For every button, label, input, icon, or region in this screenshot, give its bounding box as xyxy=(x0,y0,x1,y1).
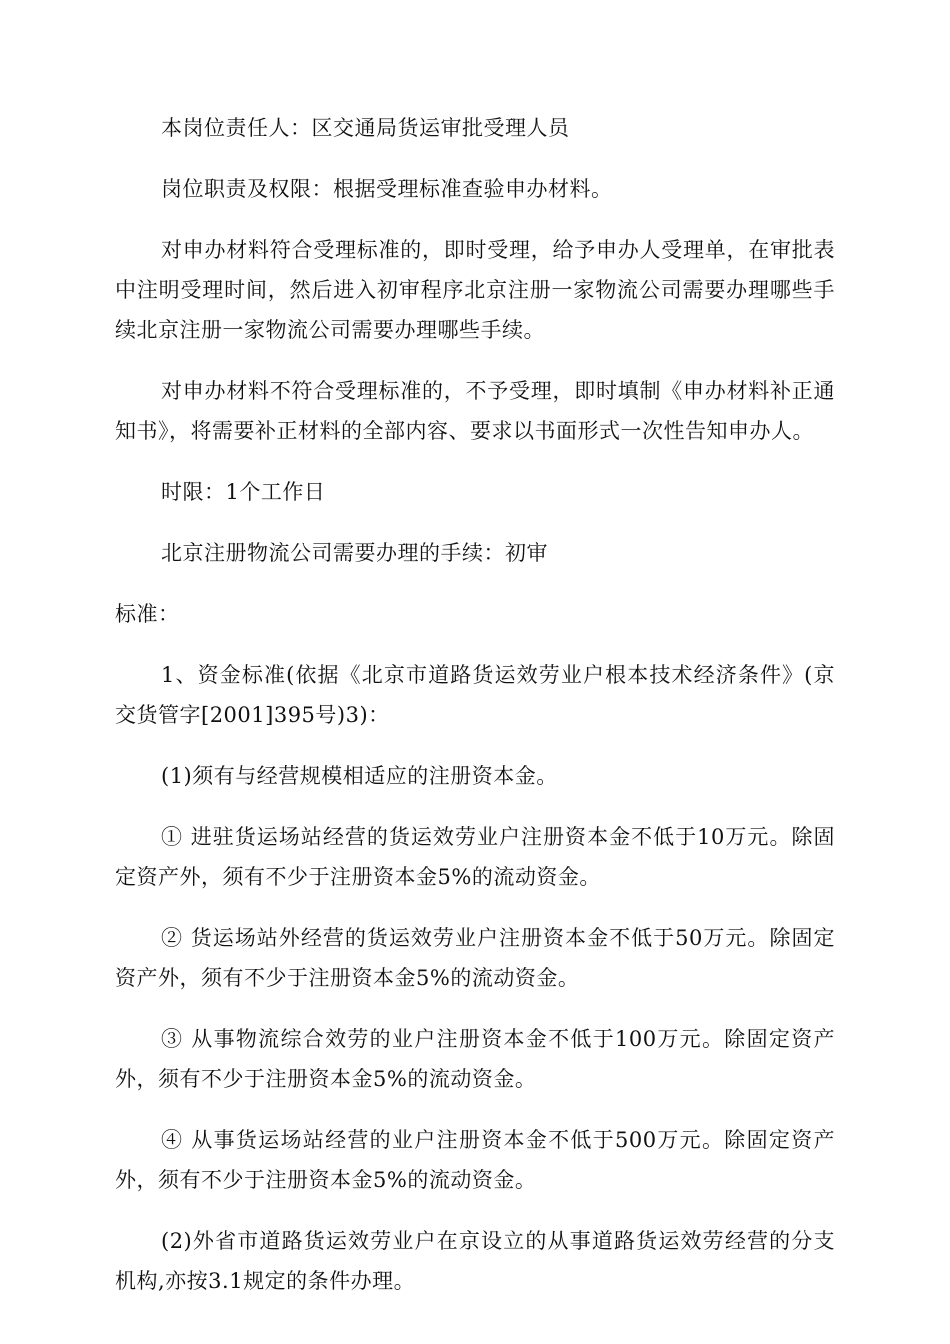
rejection-paragraph: 对申办材料不符合受理标准的，不予受理，即时填制《申办材料补正通知书》，将需要补正材料的全部内容、要求以书面形式一次性告知申办人。 xyxy=(115,379,835,443)
list-item: ④ 从事货运场站经营的业户注册资本金不低于500万元。除固定资产外，须有不少于注册资本金5%的流动资金。 xyxy=(115,1128,835,1192)
duties-paragraph: 岗位职责及权限：根据受理标准查验申办材料。 xyxy=(161,177,613,201)
list-item: (1)须有与经营规模相适应的注册资本金。 xyxy=(161,764,558,788)
list-item: ① 进驻货运场站经营的货运效劳业户注册资本金不低于10万元。除固定资产外，须有不少于注册资本金5%的流动资金。 xyxy=(115,825,835,889)
capital-standard-paragraph: 1、资金标准(依据《北京市道路货运效劳业户根本技术经济条件》(京交货管字[2001]395号)3)： xyxy=(115,663,835,727)
time-limit-paragraph: 时限：1个工作日 xyxy=(161,480,326,504)
list-item: ③ 从事物流综合效劳的业户注册资本金不低于100万元。除固定资产外，须有不少于注册资本金5%的流动资金。 xyxy=(115,1027,835,1091)
list-item: (2)外省市道路货运效劳业户在京设立的从事道路货运效劳经营的分支机构,亦按3.1规定的条件办理。 xyxy=(115,1229,835,1293)
list-item: ② 货运场站外经营的货运效劳业户注册资本金不低于50万元。除固定资产外，须有不少于注册资本金5%的流动资金。 xyxy=(115,926,835,990)
acceptance-paragraph: 对申办材料符合受理标准的，即时受理，给予申办人受理单，在审批表中注明受理时间，然后进入初审程序北京注册一家物流公司需要办理哪些手续北京注册一家物流公司需要办理哪些手续。 xyxy=(115,238,835,342)
responsible-person-paragraph: 本岗位责任人：区交通局货运审批受理人员 xyxy=(161,116,570,140)
procedure-heading: 北京注册物流公司需要办理的手续：初审 xyxy=(161,541,548,565)
standards-heading: 标准： xyxy=(115,602,180,626)
document-body xyxy=(115,108,835,1322)
